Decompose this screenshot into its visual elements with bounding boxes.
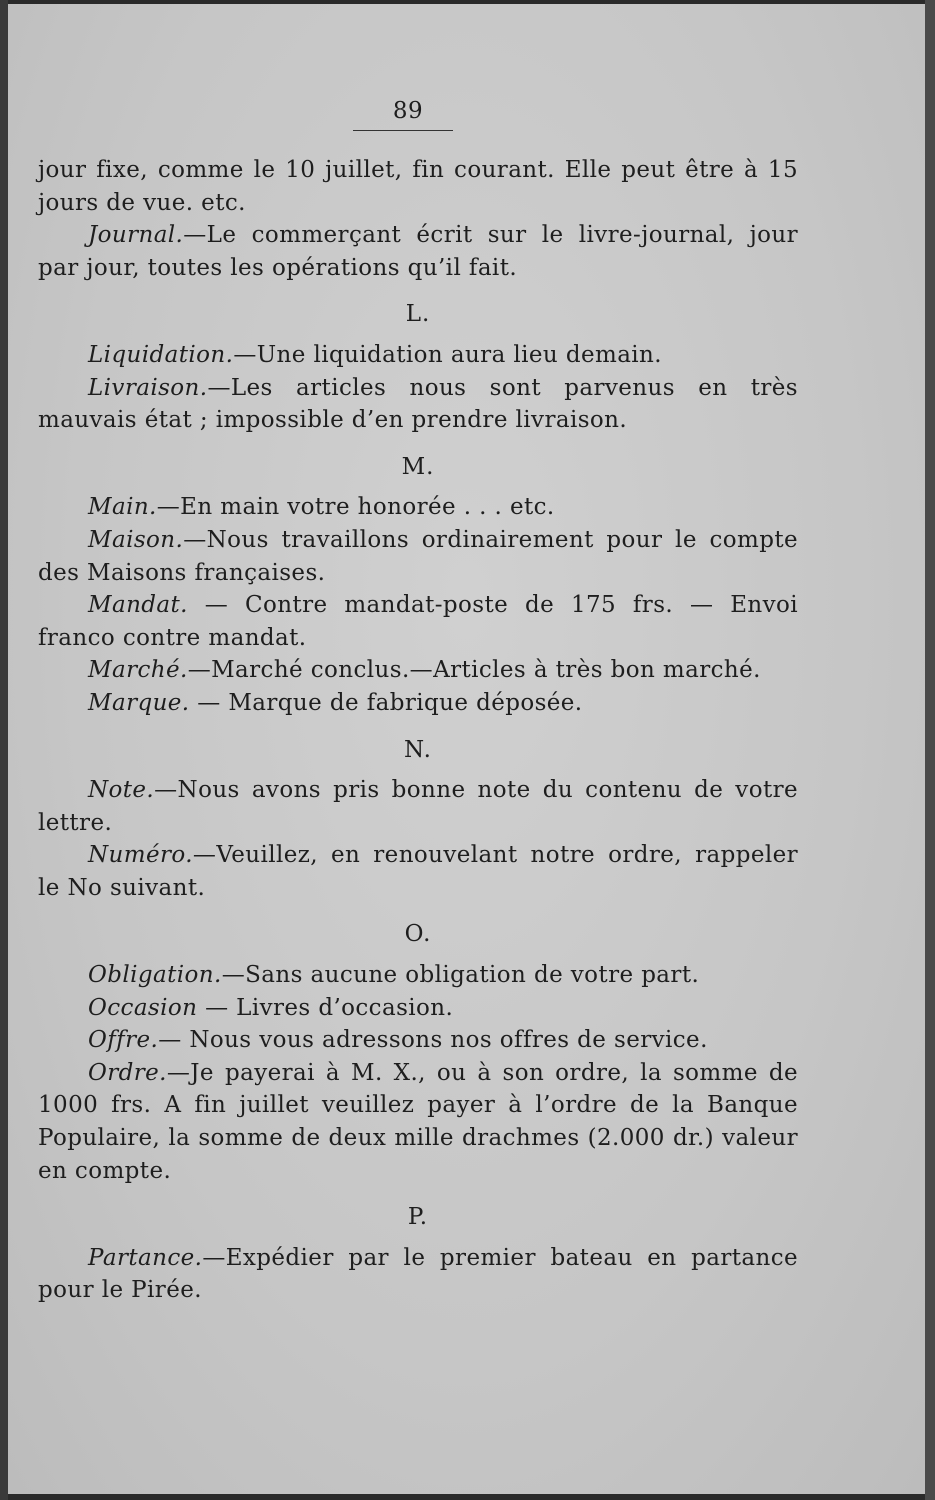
entry-term: Marché. — [88, 657, 188, 684]
book-page — [8, 4, 925, 1494]
entry-text: — Livres d’occasion. — [197, 994, 454, 1021]
entry-term: Maison. — [88, 526, 184, 553]
entry-term: Occasion — [88, 994, 198, 1021]
entry-journal — [38, 219, 798, 284]
entry-term: Obligation. — [88, 962, 222, 989]
entry-text: —Les articles nous sont parvenus en très mauvais état ; impossible d’en prendre livraison. — [38, 374, 798, 434]
entry-text: —Le commerçant écrit sur le livre-journal, jour par jour, toutes les opérations qu’il fait. — [38, 222, 798, 281]
entry-liquidation — [38, 339, 798, 372]
entry-text: —Une liquidation aura lieu demain. — [233, 341, 662, 368]
entry-occasion — [38, 992, 798, 1025]
entry-obligation — [38, 959, 798, 992]
entry-livraison — [38, 372, 798, 437]
page-right-edge — [925, 0, 935, 1500]
entry-term: Main. — [88, 494, 157, 521]
entry-text: —En main votre honorée . . . etc. — [156, 494, 555, 521]
entry-term: Offre. — [88, 1027, 159, 1054]
entry-term: Livraison. — [88, 374, 208, 401]
entry-text: — Contre mandat-poste de 175 frs. — Envoi franco contre mandat. — [38, 592, 798, 651]
section-letter-o: O. — [404, 921, 432, 948]
entry-term: Mandat. — [88, 592, 188, 619]
entry-text: —Veuillez, en renouvelant notre ordre, rappeler le No suivant. — [38, 842, 798, 901]
entry-offre — [38, 1024, 798, 1057]
entry-mandat — [38, 589, 798, 654]
page-content — [38, 154, 798, 1307]
entry-term: Note. — [88, 777, 155, 804]
section-letter-n: N. — [404, 736, 432, 763]
entry-term: Liquidation. — [88, 341, 234, 368]
entry-text: — Marque de fabrique déposée. — [189, 689, 583, 716]
section-letter-p: P. — [407, 1204, 429, 1231]
entry-text: —Expédier par le premier bateau en partance pour le Pirée. — [38, 1244, 798, 1304]
page-number-rule — [353, 130, 453, 131]
section-letter-m: M. — [401, 453, 435, 480]
entry-partance — [38, 1242, 798, 1307]
entry-text: —Nous avons pris bonne note du contenu de votre lettre. — [38, 777, 798, 836]
page-left-edge — [0, 0, 8, 1500]
entry-maison — [38, 524, 798, 589]
entry-term: Ordre. — [88, 1059, 167, 1086]
entry-marche — [38, 654, 798, 687]
page-number: 89 — [392, 98, 424, 124]
entry-text: — Nous vous adressons nos offres de service. — [158, 1027, 708, 1054]
entry-marque — [38, 687, 798, 720]
entry-numero — [38, 839, 798, 904]
entry-term: Journal. — [88, 222, 184, 249]
entry-note — [38, 774, 798, 839]
entry-term: Marque. — [88, 689, 190, 716]
entry-text: —Je payerai à M. X., ou à son ordre, la somme de 1000 frs. A fin juillet veuillez payer à l’ordre de la Banque Populaire, la somme de deux mille drachmes (2.000 dr.) valeur en compte. — [38, 1059, 798, 1184]
entry-text: —Sans aucune obligation de votre part. — [221, 962, 700, 989]
entry-term: Partance. — [88, 1244, 203, 1271]
intro-paragraph: jour fixe, comme le 10 juillet, fin courant. Elle peut être à 15 jours de vue. etc. — [38, 157, 798, 216]
entry-text: —Marché conclus.—Articles à très bon marché. — [187, 657, 761, 684]
entry-ordre — [38, 1057, 798, 1187]
entry-main — [38, 491, 798, 524]
entry-term: Numéro. — [88, 842, 193, 869]
entry-text: —Nous travaillons ordinairement pour le compte des Maisons françaises. — [38, 526, 798, 586]
section-letter-l: L. — [405, 301, 431, 328]
